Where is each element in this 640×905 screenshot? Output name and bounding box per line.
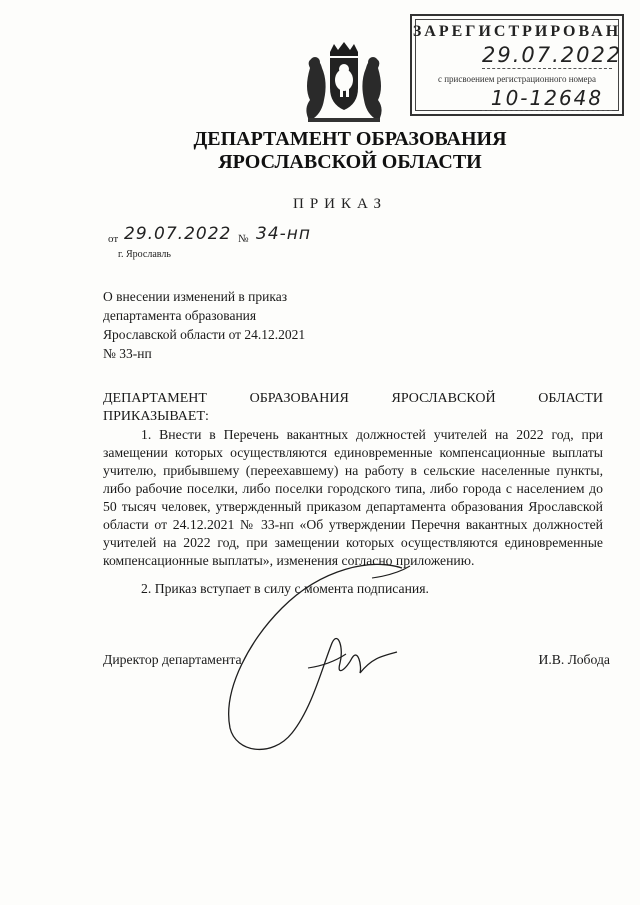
stamp-registration-number: 10-12648 [482, 86, 612, 111]
department-name [150, 128, 550, 174]
order-subject [103, 287, 363, 363]
order-date-label: от [108, 233, 119, 245]
signatory-role: Директор департамента [103, 652, 242, 667]
document-type: ПРИКАЗ [293, 196, 387, 212]
body-header-line1 [103, 390, 603, 408]
department-name-line1: ДЕПАРТАМЕНТ ОБРАЗОВАНИЯ [193, 128, 507, 150]
order-date-handwritten: 29.07.2022 [124, 224, 232, 244]
paragraph-1: 1. Внести в Перечень вакантных должностей учителей на 2022 год, при замещении которых осуществляются единовременные компенсационные выплаты учителю, прибывшему (переехавшему) на работу в сельские населенные пункты, либо рабочие поселки, либо поселки городского типа, либо города с населением до 50 тысяч человек, утвержденный приказом департамента образования Ярославской области от 24.12.2021 № 33-нп «Об утверждении Перечня вакантных должностей учителей на 2022 год, при замещении которых осуществляются единовременные компенсационные выплаты», изменения согласно приложению. [103, 427, 603, 568]
handwritten-signature [212, 548, 422, 763]
signatory-name: И.В. Лобода [538, 652, 610, 667]
stamp-title: ЗАРЕГИСТРИРОВАН [412, 23, 622, 40]
body-header-word: ОБЛАСТИ [538, 391, 603, 406]
order-number-label: № [238, 233, 249, 245]
registration-stamp [410, 14, 624, 116]
subject-line: О внесении изменений в приказ [103, 289, 288, 304]
coat-of-arms-emblem [300, 38, 388, 126]
subject-line: № 33-нп [103, 346, 152, 361]
order-date-number-line [108, 226, 428, 248]
body-header-word: ОБРАЗОВАНИЯ [249, 391, 349, 406]
paragraph-2: 2. Приказ вступает в силу с момента подписания. [141, 581, 429, 596]
subject-line: департамента образования [103, 308, 257, 323]
department-name-line2: ЯРОСЛАВСКОЙ ОБЛАСТИ [218, 151, 482, 173]
stamp-caption: с присвоением регистрационного номера [437, 74, 597, 84]
order-city: г. Ярославль [118, 249, 171, 260]
body-header-word: ЯРОСЛАВСКОЙ [391, 391, 496, 406]
body-header-word: ДЕПАРТАМЕНТ [103, 391, 207, 406]
stamp-date: 29.07.2022 [482, 43, 623, 67]
body-header [103, 390, 603, 426]
order-number-handwritten: 34-нп [256, 224, 311, 244]
body-header-line2: ПРИКАЗЫВАЕТ: [103, 409, 209, 424]
subject-line: Ярославской области от 24.12.2021 [103, 327, 306, 342]
